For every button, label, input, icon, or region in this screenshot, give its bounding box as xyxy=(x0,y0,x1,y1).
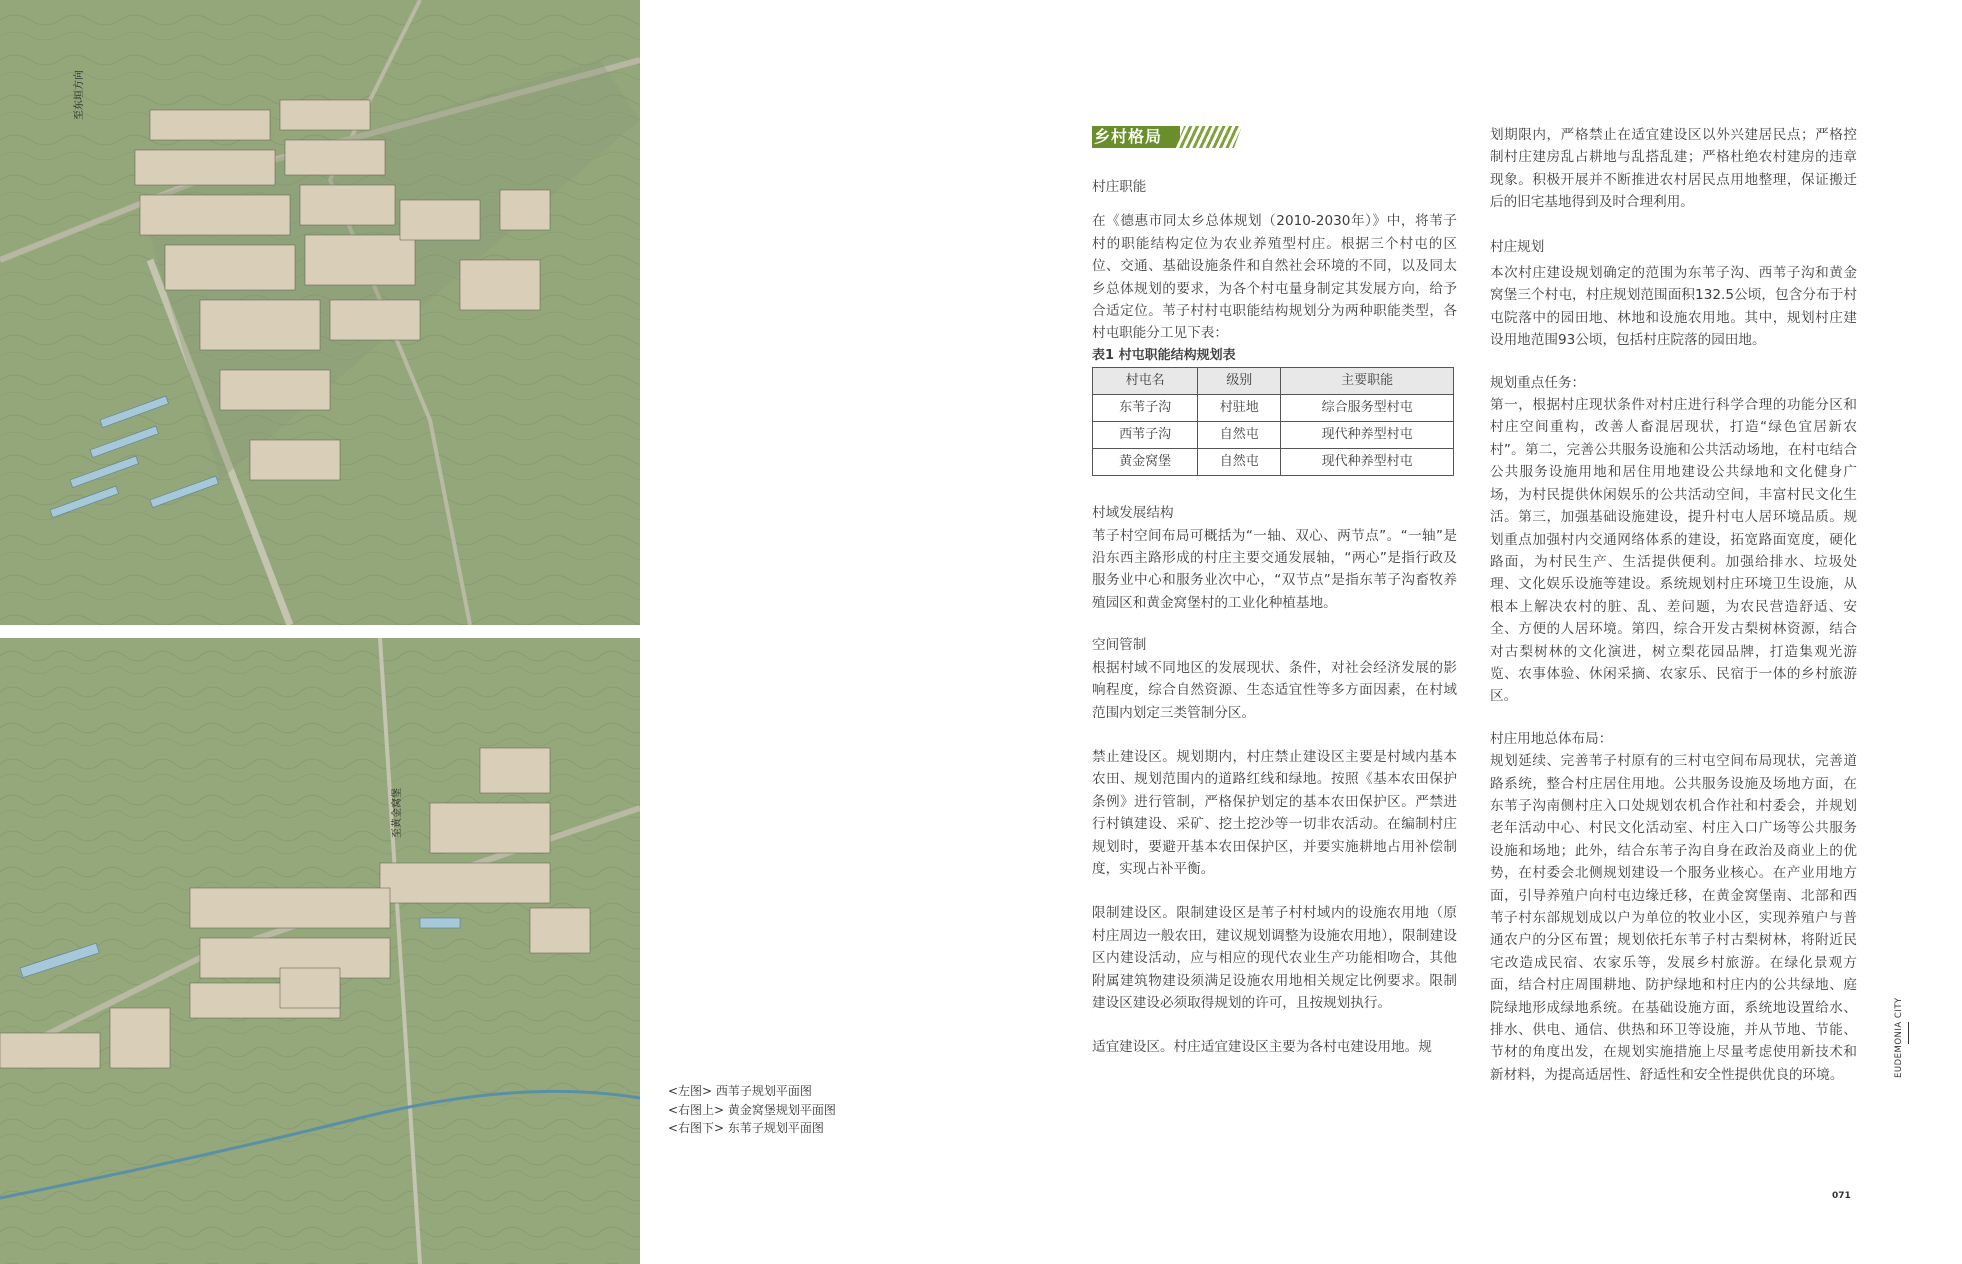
map-west-weizigou xyxy=(0,0,640,625)
table-cell: 现代种养型村屯 xyxy=(1281,422,1454,449)
table-cell: 现代种养型村屯 xyxy=(1281,449,1454,476)
figure-captions xyxy=(668,1082,836,1138)
site-plan-bottom xyxy=(0,638,640,1264)
section-title-stripes xyxy=(1176,126,1242,148)
table-cell: 东苇子沟 xyxy=(1093,395,1198,422)
page-number: 071 xyxy=(1832,1191,1851,1201)
text-forbidden-zone: 禁止建设区。规划期内，村庄禁止建设区主要是村域内基本农田、规划范围内的道路红线和绿地。按照《基本农田保护条例》进行管制，严格保护划定的基本农田保护区。严禁进行村镇建设、采矿、挖土挖沙等一切非农活动。在编制村庄规划时，要避开基本农田保护区，并要实施耕地占用补偿制度，实现占补平衡。 xyxy=(1092,748,1457,877)
text-limited-zone: 限制建设区。限制建设区是苇子村村域内的设施农用地（原村庄周边一般农田，建议规划调整为设施农用地），限制建设区内建设活动，应与相应的现代农业生产功能相吻合，其他附属建筑物建设须满足设施农用地相关规定比例要求。限制建设区建设必须取得规划的许可，且按规划执行。 xyxy=(1092,905,1457,1011)
function-structure-table xyxy=(1092,367,1454,476)
running-title: EUDEMONIA CITY xyxy=(1894,997,1904,1078)
side-divider xyxy=(1908,1022,1909,1044)
table-row xyxy=(1093,449,1454,476)
table-row xyxy=(1093,422,1454,449)
text-continuation: 划期限内，严格禁止在适宜建设区以外兴建居民点；严格控制村庄建房乱占耕地与乱搭乱建；严格杜绝农村建房的违章现象。积极开展并不断推进农村居民点用地整理，保证搬迁后的旧宅基地得到及时合理利用。 xyxy=(1490,127,1857,211)
map-top-road-label: 至东垣方向 xyxy=(74,70,85,120)
site-plan-top xyxy=(0,0,640,625)
table-cell: 村驻地 xyxy=(1198,395,1281,422)
caption-right-bottom: <右图下> 东苇子规划平面图 xyxy=(668,1121,824,1135)
table-row xyxy=(1093,395,1454,422)
heading-key-tasks: 规划重点任务： xyxy=(1490,374,1586,391)
text-key-tasks: 第一，根据村庄现状条件对村庄进行科学合理的功能分区和村庄空间重构，改善人畜混居现状，打造“绿色宜居新农村”。第二，完善公共服务设施和公共活动场地，在村屯结合公共服务设施用地和居住用地建设公共绿地和文化健身广场，为村民提供休闲娱乐的公共活动空间，丰富村民文化生活。第三，加强基础设施建设，提升村屯人居环境品质。规划重点加强村内交通网络体系的建设，拓宽路面宽度，硬化路面，为村民生产、生活提供便利。加强给排水、垃圾处理、文化娱乐设施等建设。系统规划村庄环境卫生设施，从根本上解决农村的脏、乱、差问题，为农民营造舒适、安全、方便的人居环境。第四，综合开发古梨树林资源，结合对古梨树林的文化演进，树立梨花园品牌，打造集观光游览、农事体验、休闲采摘、农家乐、民宿于一体的乡村旅游区。 xyxy=(1490,397,1857,705)
caption-left: <左图> 西苇子规划平面图 xyxy=(668,1084,812,1098)
table-cell: 自然屯 xyxy=(1198,449,1281,476)
heading-land-use: 村庄用地总体布局： xyxy=(1490,730,1613,747)
map-east-weizigou xyxy=(0,638,640,1264)
text-spatial-control: 根据村域不同地区的发展现状、条件，对社会经济发展的影响程度，综合自然资源、生态适宜性等多方面因素，在村域范围内划定三类管制分区。 xyxy=(1092,659,1457,721)
heading-development-structure: 村域发展结构 xyxy=(1092,505,1174,522)
text-suitable-zone: 适宜建设区。村庄适宜建设区主要为各村屯建设用地。规 xyxy=(1092,1039,1432,1056)
table-title: 表1 村屯职能结构规划表 xyxy=(1092,347,1236,363)
map-bottom-road-label: 至黄金窝堡 xyxy=(392,788,403,838)
text-column-right xyxy=(1490,124,1857,1086)
table-cell: 自然屯 xyxy=(1198,422,1281,449)
heading-village-planning: 村庄规划 xyxy=(1490,238,1545,255)
table-header-level: 级别 xyxy=(1198,368,1281,395)
table-cell: 西苇子沟 xyxy=(1093,422,1198,449)
text-village-planning: 本次村庄建设规划确定的范围为东苇子沟、西苇子沟和黄金窝堡三个村屯，村庄规划范围面积132.5公顷，包含分布于村屯院落中的园田地、林地和设施农用地。其中，规划村庄建设用地范围93公顷，包括村庄院落的园田地。 xyxy=(1490,265,1857,349)
section-title-banner xyxy=(1092,124,1242,148)
heading-spatial-control: 空间管制 xyxy=(1092,637,1147,654)
text-land-use: 规划延续、完善苇子村原有的三村屯空间布局现状，完善道路系统，整合村庄居住用地。公共服务设施及场地方面，在东苇子沟南侧村庄入口处规划农机合作社和村委会，并规划老年活动中心、村民文化活动室、村庄入口广场等公共服务设施和场地；此外，结合东苇子沟自身在政治及商业上的优势，在村委会北侧规划建设一个服务业核心。在产业用地方面，引导养殖户向村屯边缘迁移，在黄金窝堡南、北部和西苇子村东部规划成以户为单位的牧业小区，实现养殖户与普通农户的分区布置；规划依托东苇子村古梨树林，将附近民宅改造成民宿、农家乐等，发展乡村旅游。在绿化景观方面，结合村庄周围耕地、防护绿地和村庄内的公共绿地、庭院绿地形成绿地系统。在基础设施方面，系统地设置给水、排水、供电、通信、供热和环卫等设施，并从节地、节能、节材的角度出发，在规划实施措施上尽量考虑使用新技术和新材料，为提高适居性、舒适性和安全性提供优良的环境。 xyxy=(1490,753,1857,1083)
heading-village-function: 村庄职能 xyxy=(1092,179,1147,195)
section-title: 乡村格局 xyxy=(1092,126,1180,148)
table-header-village: 村屯名 xyxy=(1093,368,1198,395)
table-header-function: 主要职能 xyxy=(1281,368,1454,395)
table-cell: 黄金窝堡 xyxy=(1093,449,1198,476)
text-column-left xyxy=(1092,124,1457,1059)
text-village-function: 在《德惠市同太乡总体规划（2010-2030年）》中，将苇子村的职能结构定位为农业养殖型村庄。根据三个村屯的区位、交通、基础设施条件和自然社会环境的不同，以及同太乡总体规划的要求，为各个村屯量身制定其发展方向，给予合适定位。苇子村村屯职能结构规划分为两种职能类型，各村屯职能分工见下表： xyxy=(1092,213,1457,342)
caption-right-top: <右图上> 黄金窝堡规划平面图 xyxy=(668,1102,836,1117)
text-development-structure: 苇子村空间布局可概括为“一轴、双心、两节点”。“一轴”是沿东西主路形成的村庄主要交通发展轴，“两心”是指行政及服务业中心和服务业次中心，“双节点”是指东苇子沟畜牧养殖园区和黄金窝堡村的工业化种植基地。 xyxy=(1092,527,1457,611)
table-cell: 综合服务型村屯 xyxy=(1281,395,1454,422)
